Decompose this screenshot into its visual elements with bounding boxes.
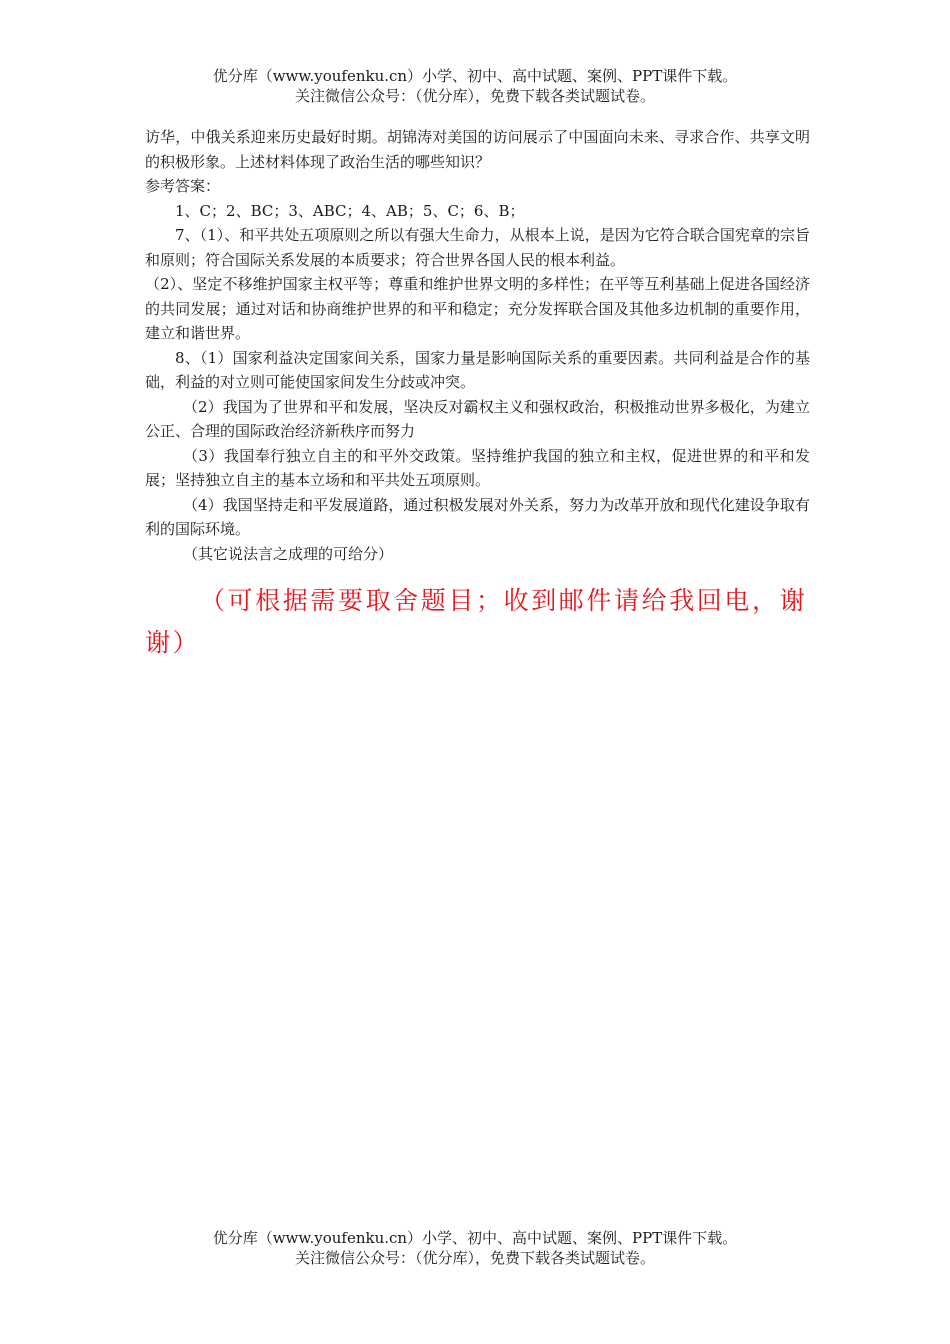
footer-line-2: 关注微信公众号：（优分库），免费下载各类试题试卷。 — [294, 1249, 655, 1267]
document-body — [145, 125, 810, 566]
q7-answer-part-1: 7、（1）、和平共处五项原则之所以有强大生命力，从根本上说，是因为它符合联合国宪章的宗旨和原则；符合国际关系发展的本质要求；符合世界各国人民的根本利益。 — [145, 226, 810, 269]
q8-answer-part-4: （4）我国坚持走和平发展道路，通过积极发展对外关系，努力为改革开放和现代化建设争取有利的国际环境。 — [145, 495, 810, 538]
page-footer — [0, 1228, 950, 1268]
question-intro-text: 访华，中俄关系迎来历史最好时期。胡锦涛对美国的访问展示了中国面向未来、寻求合作、共享文明的积极形象。上述材料体现了政治生活的哪些知识？ — [145, 128, 810, 171]
header-line-2: 关注微信公众号：（优分库），免费下载各类试题试卷。 — [294, 87, 655, 105]
choice-answers: 1、C；2、BC；3、ABC；4、AB；5、C；6、B； — [175, 201, 525, 220]
q8-answer-part-2: （2）我国为了世界和平和发展，坚决反对霸权主义和强权政治，积极推动世界多极化，为建立公正、合理的国际政治经济新秩序而努力 — [145, 397, 810, 440]
q8-answer-part-3: （3）我国奉行独立自主的和平外交政策。坚持维护我国的独立和主权，促进世界的和平和发展；坚持独立自主的基本立场和和平共处五项原则。 — [145, 446, 810, 489]
grading-note: （其它说法言之成理的可给分） — [183, 544, 394, 563]
red-request-note: （可根据需要取舍题目；收到邮件请给我回电，谢谢） — [145, 586, 808, 657]
answers-title: 参考答案： — [145, 177, 221, 195]
header-line-1: 优分库（www.youfenku.cn）小学、初中、高中试题、案例、PPT课件下载。 — [212, 67, 738, 85]
q8-answer-part-1: 8、（1）国家利益决定国家间关系，国家力量是影响国际关系的重要因素。共同利益是合作的基础，利益的对立则可能使国家间发生分歧或冲突。 — [145, 348, 810, 391]
footer-line-1: 优分库（www.youfenku.cn）小学、初中、高中试题、案例、PPT课件下载。 — [212, 1229, 738, 1247]
q7-answer-part-2: （2）、坚定不移维护国家主权平等；尊重和维护世界文明的多样性；在平等互利基础上促进各国经济的共同发展；通过对话和协商维护世界的和平和稳定；充分发挥联合国及其他多边机制的重要作用，建立和谐世界。 — [145, 275, 810, 342]
page-header — [0, 66, 950, 106]
